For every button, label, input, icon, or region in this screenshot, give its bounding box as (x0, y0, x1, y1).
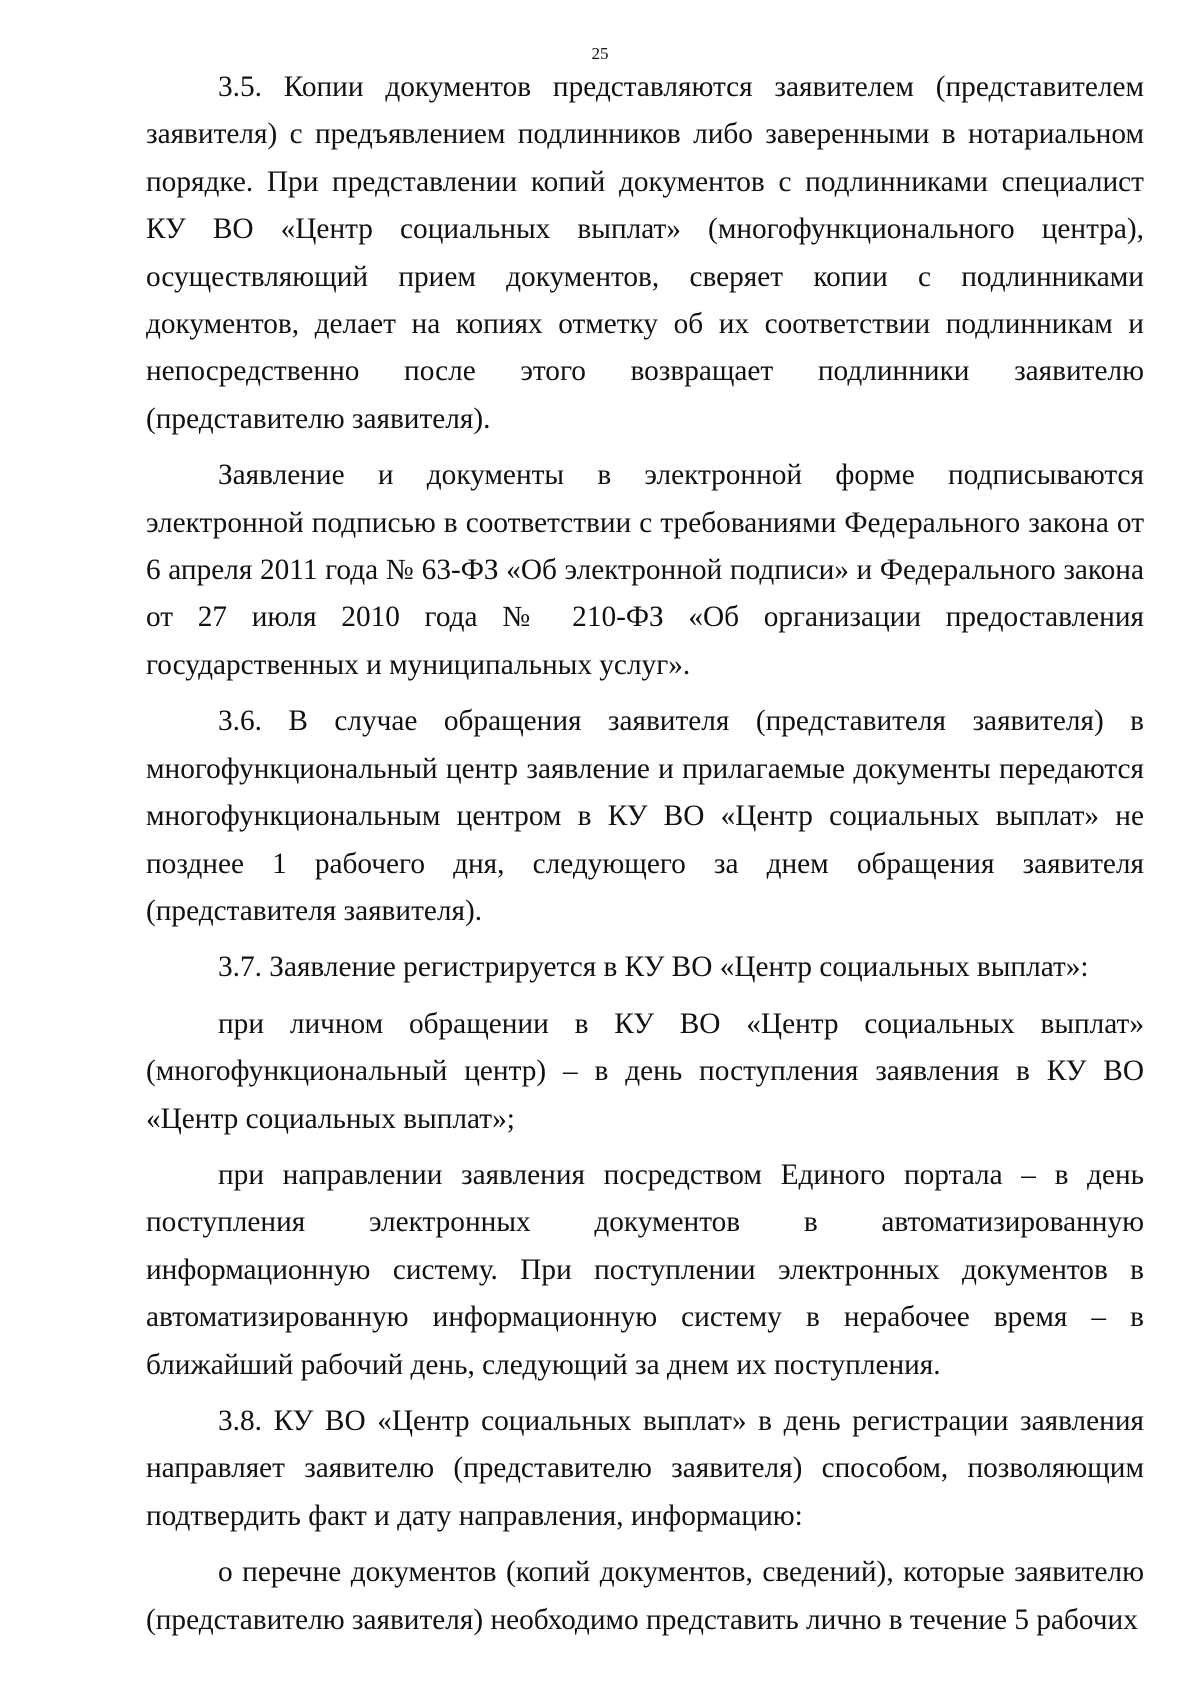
paragraph-document-list: о перечне документов (копий документов, сведений), которые заявителю (представителю заявителя) необходимо представить лично в течение 5 рабочих (146, 1556, 1144, 1636)
paragraph-3-8: 3.8. КУ ВО «Центр социальных выплат» в день регистрации заявления направляет заявителю (представителю заявителя) способом, позволяющим подтвердить факт и дату направления, информацию: (146, 1404, 1144, 1532)
paragraph-3-7: 3.7. Заявление регистрируется в КУ ВО «Центр социальных выплат»: (218, 951, 1089, 984)
paragraph-electronic-signature: Заявление и документы в электронной форме подписываются электронной подписью в соответствии с требованиями Федерального закона от 6 апреля 2011 года № 63-ФЗ «Об электронной подписи» и Федерального закона от 27 июля 2010 года № 210-ФЗ «Об организации предоставления государственных и муниципальных услуг». (146, 459, 1144, 681)
paragraph-3-6: 3.6. В случае обращения заявителя (представителя заявителя) в многофункциональный центр заявление и прилагаемые документы передаются многофункциональным центром в КУ ВО «Центр социальных выплат» не позднее 1 рабочего дня, следующего за днем обращения заявителя (представителя заявителя). (146, 705, 1144, 927)
paragraph-3-5: 3.5. Копии документов представляются заявителем (представителем заявителя) с предъявлением подлинников либо заверенными в нотариальном порядке. При представлении копий документов с подлинниками специалист КУ ВО «Центр социальных выплат» (многофункционального центра), осуществляющий прием документов, сверяет копии с подлинниками документов, делает на копиях отметку об их соответствии подлинникам и непосредственно после этого возвращает подлинники заявителю (представителю заявителя). (146, 71, 1144, 435)
page-number: 25 (591, 44, 609, 63)
document-body (146, 64, 1144, 1644)
paragraph-single-portal: при направлении заявления посредством Единого портала – в день поступления электронных документов в автоматизированную информационную систему. При поступлении электронных документов в автоматизированную информационную систему в нерабочее время – в ближайший рабочий день, следующий за днем их поступления. (146, 1158, 1144, 1381)
paragraph-personal-appeal: при личном обращении в КУ ВО «Центр социальных выплат» (многофункциональный центр) – в день поступления заявления в КУ ВО «Центр социальных выплат»; (146, 1007, 1144, 1135)
